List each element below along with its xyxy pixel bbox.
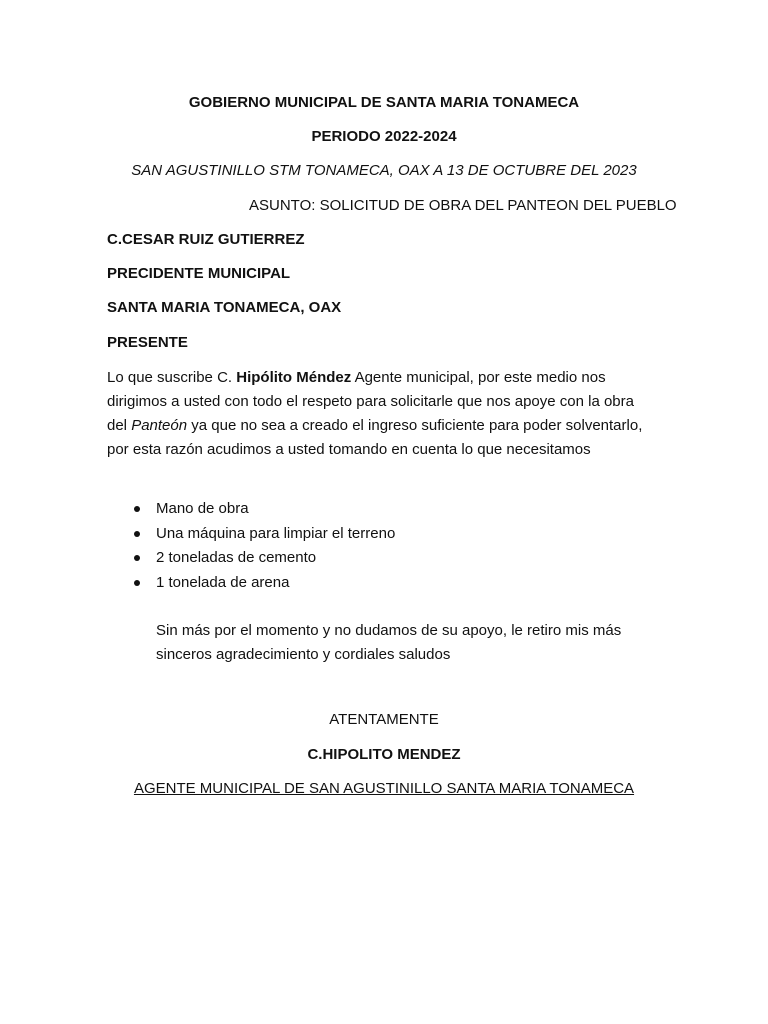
place-date: SAN AGUSTINILLO STM TONAMECA, OAX A 13 DE OCTUBRE DEL 2023 (131, 162, 637, 179)
list-item (107, 546, 395, 571)
list-item (107, 522, 395, 547)
bullet-icon (134, 506, 140, 512)
closing-paragraph: Sin más por el momento y no dudamos de su apoyo, le retiro mis más sinceros agradecimiento y cordiales saludos (156, 622, 622, 663)
list-item-label: Mano de obra (156, 500, 249, 517)
intro-text-3: ya que no sea a creado el ingreso suficiente para poder solventarlo, por esta razón acudimos a usted tomando en cuenta lo que necesitamos (107, 417, 643, 458)
recipient-location: SANTA MARIA TONAMECA, OAX (107, 299, 342, 316)
subject-line: ASUNTO: SOLICITUD DE OBRA DEL PANTEON DEL PUEBLO (249, 197, 677, 214)
body-paragraph (107, 366, 647, 462)
intro-text-1: Lo que suscribe C. (107, 369, 237, 386)
bullet-icon (134, 580, 140, 586)
government-heading: GOBIERNO MUNICIPAL DE SANTA MARIA TONAMECA (188, 94, 580, 111)
signer-position: AGENTE MUNICIPAL DE SAN AGUSTINILLO SANTA MARIA TONAMECA (133, 780, 635, 797)
list-item (107, 497, 395, 522)
bullet-icon (134, 555, 140, 561)
recipient-name: C.CESAR RUIZ GUTIERREZ (107, 231, 305, 248)
recipient-title: PRECIDENTE MUNICIPAL (107, 265, 291, 282)
list-item-label: Una máquina para limpiar el terreno (156, 524, 396, 542)
list-item-label: 2 toneladas de cemento (156, 549, 317, 566)
presente-label: PRESENTE (107, 334, 188, 351)
sender-name: Hipólito Méndez (236, 369, 352, 386)
salutation: ATENTAMENTE (329, 711, 439, 728)
list-item-label: 1 tonelada de arena (156, 573, 290, 591)
bullet-icon (134, 531, 140, 537)
period-heading: PERIODO 2022-2024 (311, 128, 457, 145)
list-item (107, 571, 395, 596)
signer-name: C.HIPOLITO MENDEZ (307, 746, 461, 763)
intro-text-2: Agente municipal, por este medio nos dirigimos a usted con todo el respeto para solicitarle que nos apoye con la obra del (107, 369, 634, 434)
needs-list (107, 497, 395, 595)
work-name: Panteón (131, 417, 188, 434)
